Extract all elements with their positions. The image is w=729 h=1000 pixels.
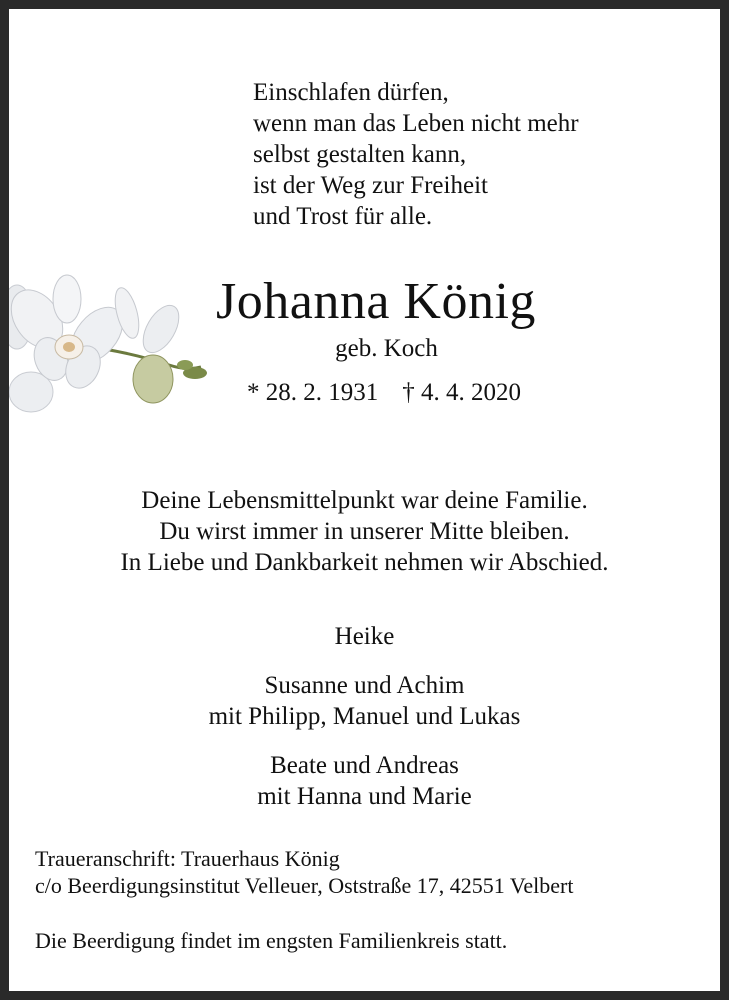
poem-line: selbst gestalten kann,	[253, 141, 467, 168]
family-line: mit Hanna und Marie	[257, 783, 472, 810]
poem-line: und Trost für alle.	[253, 203, 433, 230]
life-dates	[247, 379, 521, 407]
deceased-name: Johanna König	[216, 273, 536, 330]
family-group	[9, 621, 720, 652]
family-group	[9, 750, 720, 812]
family-line: Beate und Andreas	[270, 752, 459, 779]
address-line: c/o Beerdigungsinstitut Velleuer, Oststraße 17, 42551 Velbert	[35, 873, 574, 898]
family-line: Susanne und Achim	[264, 672, 465, 699]
death-date: † 4. 4. 2020	[402, 379, 521, 406]
funeral-note: Die Beerdigung findet im engsten Familienkreis statt.	[35, 928, 508, 953]
family-line: Heike	[334, 623, 395, 650]
family-group	[9, 670, 720, 732]
poem-line: wenn man das Leben nicht mehr	[253, 110, 579, 137]
family-line: mit Philipp, Manuel und Lukas	[208, 703, 521, 730]
poem-line: ist der Weg zur Freiheit	[253, 172, 488, 199]
obituary-card	[9, 9, 720, 991]
maiden-name: geb. Koch	[335, 335, 438, 362]
mourning-address	[35, 845, 573, 899]
motto-line: Deine Lebensmittelpunkt war deine Familie.	[141, 487, 588, 514]
motto-line: Du wirst immer in unserer Mitte bleiben.	[159, 518, 570, 545]
birth-date: * 28. 2. 1931	[247, 379, 379, 406]
poem	[253, 77, 579, 232]
poem-line: Einschlafen dürfen,	[253, 79, 449, 106]
motto	[9, 485, 720, 578]
address-line: Traueranschrift: Trauerhaus König	[35, 846, 340, 871]
motto-line: In Liebe und Dankbarkeit nehmen wir Abschied.	[120, 549, 609, 576]
